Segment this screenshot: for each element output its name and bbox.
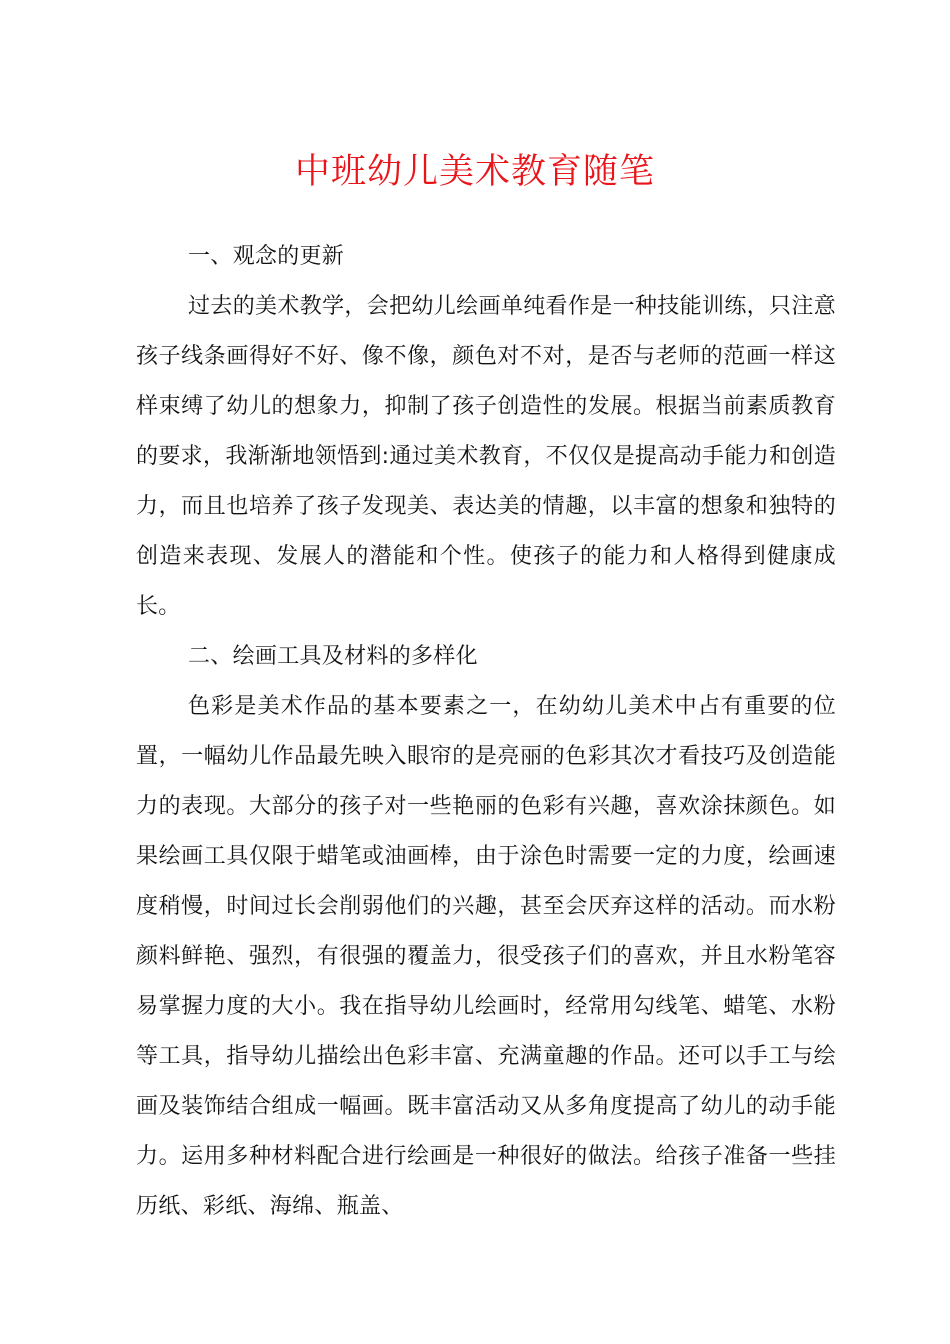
section-paragraph-2: 色彩是美术作品的基本要素之一，在幼幼儿美术中占有重要的位置，一幅幼儿作品最先映入眼帘的是亮丽的色彩其次才看技巧及创造能力的表现。大部分的孩子对一些艳丽的色彩有兴趣，喜欢涂抹颜色。如果绘画工具仅限于蜡笔或油画棒，由于涂色时需要一定的力度，绘画速度稍慢，时间过长会削弱他们的兴趣，甚至会厌弃这样的活动。而水粉颜料鲜艳、强烈，有很强的覆盖力，很受孩子们的喜欢，并且水粉笔容易掌握力度的大小。我在指导幼儿绘画时，经常用勾线笔、蜡笔、水粉等工具，指导幼儿描绘出色彩丰富、充满童趣的作品。还可以手工与绘画及装饰结合组成一幅画。既丰富活动又从多角度提高了幼儿的动手能力。运用多种材料配合进行绘画是一种很好的做法。给孩子准备一些挂历纸、彩纸、海绵、瓶盖、 bbox=[136, 694, 836, 1219]
section-heading-2: 二、绘画工具及材料的多样化 bbox=[188, 644, 478, 669]
document-title: 中班幼儿美术教育随笔 bbox=[294, 152, 655, 192]
section-heading-1: 一、观念的更新 bbox=[188, 244, 345, 269]
document-body bbox=[136, 232, 836, 1232]
section-paragraph-1: 过去的美术教学，会把幼儿绘画单纯看作是一种技能训练，只注意孩子线条画得好不好、像不像，颜色对不对，是否与老师的范画一样这样束缚了幼儿的想象力，抑制了孩子创造性的发展。根据当前素质教育的要求，我渐渐地领悟到:通过美术教育，不仅仅是提高动手能力和创造力，而且也培养了孩子发现美、表达美的情趣，以丰富的想象和独特的创造来表现、发展人的潜能和个性。使孩子的能力和人格得到健康成长。 bbox=[136, 294, 836, 619]
